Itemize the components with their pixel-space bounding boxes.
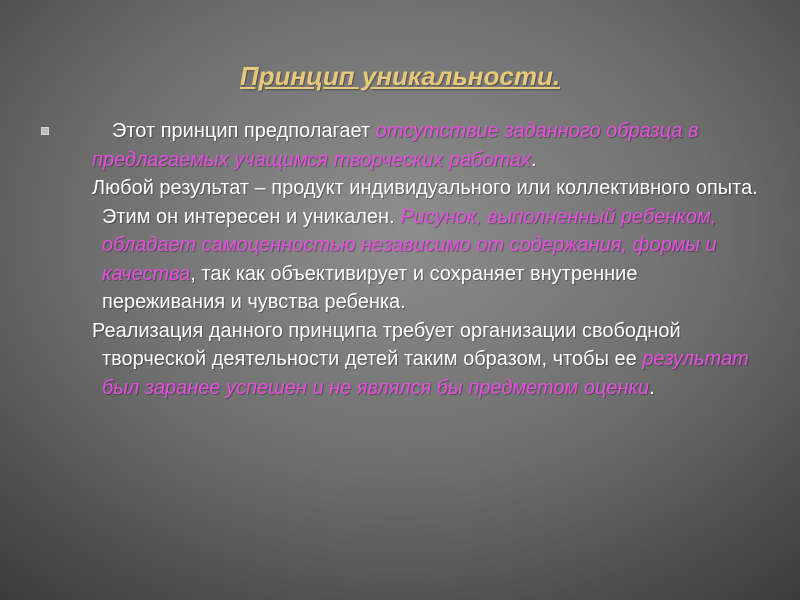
slide-title: Принцип уникальности. [239, 61, 561, 91]
paragraph-2-text: Любой результат – продукт индивидуального или коллективного опыта. Этим он интересен и уникален. [92, 177, 758, 228]
paragraph-1-text: Этот принцип предполагает [112, 120, 376, 142]
paragraph-2-end: , так как объективирует и сохраняет внутренние переживания и чувства ребенка. [102, 262, 638, 313]
paragraph-3 [92, 317, 762, 403]
paragraph-1-end: . [531, 148, 537, 171]
slide-body [92, 117, 762, 402]
paragraph-3-text: Реализация данного принципа требует организации свободной творческой деятельности детей таким образом, чтобы ее [92, 319, 681, 370]
paragraph-1-emphasis: отсутствие заданного образца в предлагаемых учащимся творческих работах [92, 120, 699, 171]
paragraph-1 [82, 117, 762, 174]
paragraph-2-emphasis: Рисунок, выполненный ребенком, обладает самоценностью независимо от содержания, формы и качества [102, 205, 717, 285]
square-bullet-icon [41, 127, 49, 135]
paragraph-3-emphasis: результат был заранее успешен и не являлся бы предметом оценки [102, 348, 749, 399]
paragraph-2 [92, 174, 762, 317]
paragraph-3-end: . [649, 376, 655, 399]
